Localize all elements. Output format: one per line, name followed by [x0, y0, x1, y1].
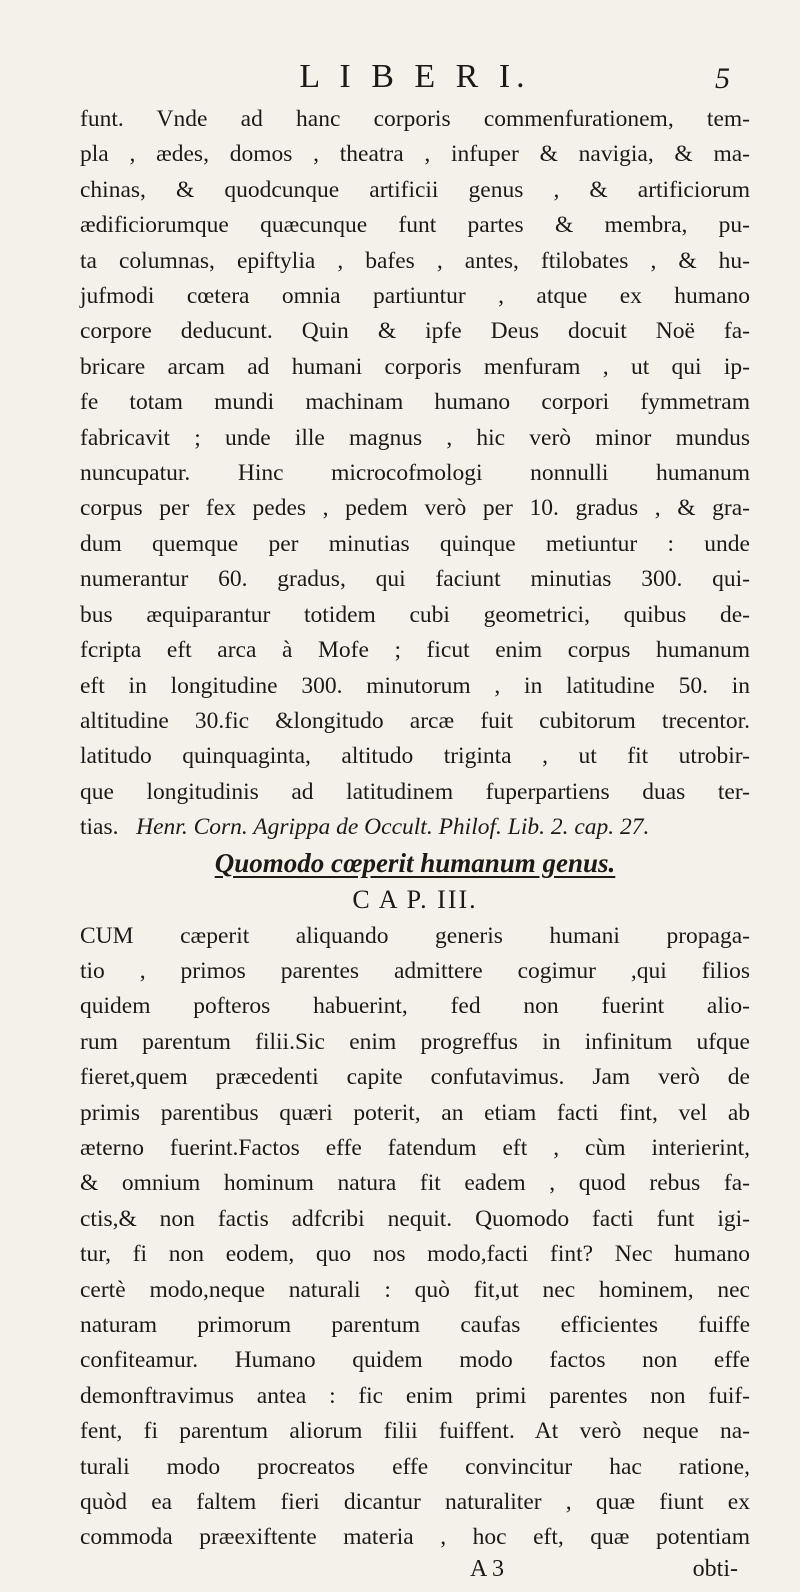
text-line: quidem pofteros habuerint, fed non fuerint alio- — [80, 993, 750, 1020]
text-line: fcripta eft arca à Mofe ; ficut enim corpus humanum — [80, 637, 750, 664]
text-line: quòd ea faltem fieri dicantur naturaliter , quæ fiunt ex — [80, 1489, 750, 1516]
text-line-end: tias. — [80, 814, 119, 841]
text-line: corpus per fex pedes , pedem verò per 10. gradus , & gra- — [80, 495, 750, 522]
text-line: que longitudinis ad latitudinem fuperpartiens duas ter- — [80, 778, 750, 805]
text-line: bricare arcam ad humani corporis menfuram , ut qui ip- — [80, 353, 750, 380]
catchword: obti- — [692, 1555, 738, 1582]
text-line: eft in longitudine 300. minutorum , in latitudine 50. in — [80, 672, 750, 699]
text-line: latitudo quinquaginta, altitudo triginta , ut fit utrobir- — [80, 743, 750, 770]
page-footer — [80, 1556, 750, 1592]
text-line: fieret,quem præcedenti capite confutavimus. Jam verò de — [80, 1064, 750, 1091]
text-line-with-citation — [80, 810, 750, 845]
text-line: altitudine 30.fic &longitudo arcæ fuit cubitorum trecentor. — [80, 707, 750, 734]
text-line: commoda præexiftente materia , hoc eft, quæ potentiam — [80, 1524, 750, 1551]
text-line: funt. Vnde ad hanc corporis commenfurationem, tem- — [80, 106, 750, 132]
citation: Henr. Corn. Agrippa de Occult. Philof. Lib. 2. cap. 27. — [136, 814, 650, 841]
paragraph-1 — [80, 102, 750, 846]
text-line: corpore deducunt. Quin & ipfe Deus docuit Noë fa- — [80, 318, 750, 345]
text-line: æterno fuerint.Factos effe fatendum eft , cùm interierint, — [80, 1134, 750, 1161]
text-line: tur, fi non eodem, quo nos modo,facti fint? Nec humano — [80, 1241, 750, 1268]
text-line: primis parentibus quæri poterit, an etiam facti fint, vel ab — [80, 1099, 750, 1126]
text-line: jufmodi cœtera omnia partiuntur , atque ex humano — [80, 283, 750, 310]
text-line: bus æquiparantur totidem cubi geometrici, quibus de- — [80, 601, 750, 628]
text-line: certè modo,neque naturali : quò fit,ut nec hominem, nec — [80, 1276, 750, 1303]
section-title: Quomodo cœperit humanum genus. — [214, 847, 616, 878]
running-head — [80, 58, 750, 102]
text-line: fent, fi parentum aliorum filii fuiffent. At verò neque na- — [80, 1418, 750, 1445]
text-line: pla , ædes, domos , theatra , infuper & navigia, & ma- — [80, 141, 750, 168]
text-line: fe totam mundi machinam humano corpori fymmetram — [80, 389, 750, 416]
text-line: rum parentum filii.Sic enim progreffus in infinitum ufque — [80, 1028, 750, 1055]
text-line: demonftravimus antea : fic enim primi parentes non fuif- — [80, 1382, 750, 1409]
paragraph-2 — [80, 919, 750, 1556]
text-line: confiteamur. Humano quidem modo factos non effe — [80, 1347, 750, 1374]
signature-mark: A 3 — [470, 1555, 505, 1582]
text-line: turali modo procreatos effe convincitur hac ratione, — [80, 1453, 750, 1480]
text-line: ta columnas, epiftylia , bafes , antes, ftilobates , & hu- — [80, 247, 750, 274]
text-line: ædificiorumque quæcunque funt partes & membra, pu- — [80, 212, 750, 239]
text-line: dum quemque per minutias quinque metiuntur : unde — [80, 530, 750, 557]
text-line: CUM cæperit aliquando generis humani propaga- — [80, 922, 750, 949]
chapter-label: C A P. III. — [352, 884, 478, 914]
text-line: tio , primos parentes admittere cogimur ,qui filios — [80, 957, 750, 984]
text-line: ctis,& non factis adfcribi nequit. Quomodo facti funt igi- — [80, 1205, 750, 1232]
text-line: numerantur 60. gradus, qui faciunt minutias 300. qui- — [80, 566, 750, 593]
text-line: chinas, & quodcunque artificii genus , & artificiorum — [80, 176, 750, 203]
page-number: 5 — [715, 62, 730, 95]
text-line: fabricavit ; unde ille magnus , hic verò minor mundus — [80, 424, 750, 451]
text-line: nuncupatur. Hinc microcofmologi nonnulli humanum — [80, 460, 750, 487]
text-line: & omnium hominum natura fit eadem , quod rebus fa- — [80, 1170, 750, 1197]
text-line: naturam primorum parentum caufas efficientes fuiffe — [80, 1312, 750, 1338]
running-head-title: L I B E R I. — [299, 58, 531, 95]
